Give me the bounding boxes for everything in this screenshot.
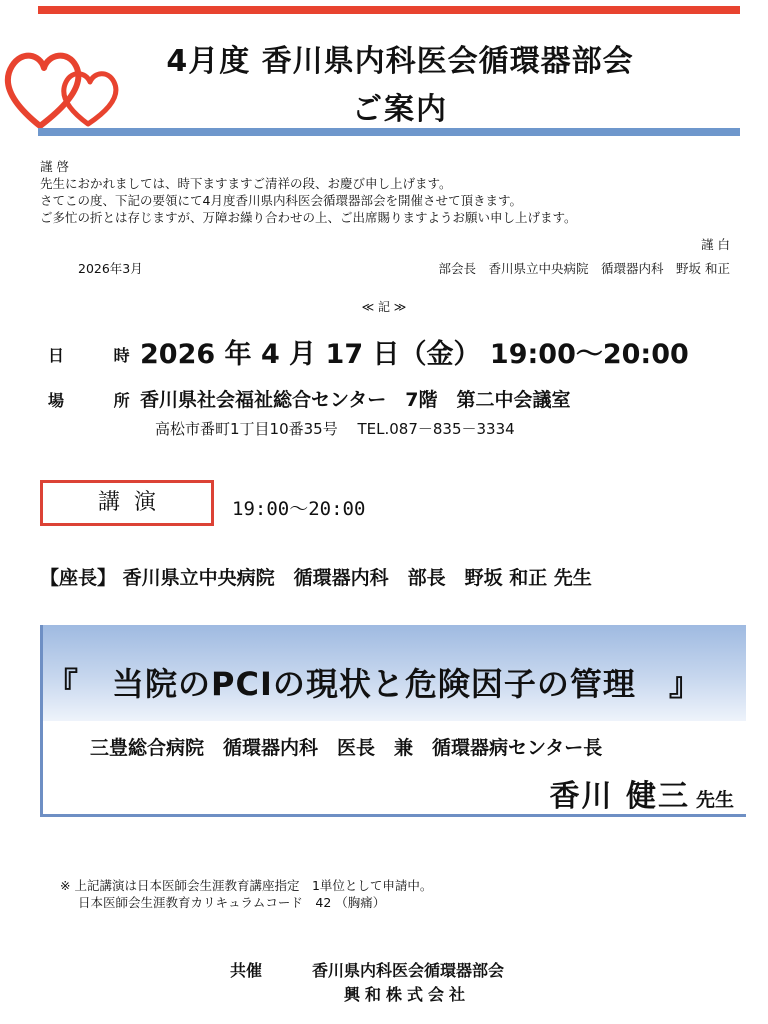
letter-opening: 謹 啓	[40, 159, 69, 174]
page-subtitle: ご案内	[352, 92, 448, 127]
lecture-label-box: 講演	[40, 480, 214, 526]
speaker-line	[550, 771, 734, 815]
bottom-blue-rule	[38, 128, 740, 136]
speaker-honorific: 先生	[695, 789, 734, 811]
lecture-time: 19:00～20:00	[232, 498, 366, 520]
cme-code-note: 日本医師会生涯教育カリキュラムコード 42 （胸痛）	[78, 895, 386, 910]
chairperson: 【座長】 香川県立中央病院 循環器内科 部長 野坂 和正 先生	[40, 567, 592, 589]
event-place: 香川県社会福祉総合センター 7階 第二中会議室	[140, 389, 571, 411]
page-title: 4月度 香川県内科医会循環器部会	[166, 44, 634, 79]
lecture-title: 『 当院のPCIの現状と危険因子の管理 』	[46, 665, 702, 703]
cohost-label: 共催	[230, 961, 263, 980]
top-red-rule	[38, 6, 740, 14]
event-address: 高松市番町1丁目10番35号 TEL.087－835－3334	[155, 420, 515, 438]
cme-note: ※ 上記講演は日本医師会生涯教育講座指定 1単位として申請中。	[60, 878, 433, 893]
panel-left-border	[40, 625, 43, 817]
date-label: 日 時	[48, 346, 152, 365]
letter-closing: 謹 白	[701, 237, 730, 252]
letter-date: 2026年3月	[78, 261, 143, 276]
cohost-org-2: 興和株式会社	[344, 985, 471, 1004]
lecture-panel	[40, 625, 746, 817]
speaker-name: 香川 健三	[549, 779, 690, 814]
cohost-org-1: 香川県内科医会循環器部会	[312, 961, 505, 980]
speaker-affiliation: 三豊総合病院 循環器内科 医長 兼 循環器病センター長	[90, 737, 603, 759]
letter-body	[40, 175, 577, 226]
letter-sender: 部会長 香川県立中央病院 循環器内科 野坂 和正	[438, 261, 730, 276]
letter-line: さてこの度、下記の要領にて4月度香川県内科医会循環器部会を開催させて頂きます。	[40, 193, 522, 208]
letter-line: 先生におかれましては、時下ますますご清祥の段、お慶び申し上げます。	[40, 176, 452, 191]
letter-line: ご多忙の折とは存じますが、万障お繰り合わせの上、ご出席賜りますようお願い申し上げます。	[40, 210, 577, 225]
place-label: 場 所	[48, 391, 152, 410]
event-datetime: 2026 年 4 月 17 日（金） 19:00～20:00	[140, 339, 689, 370]
ki-heading: ≪ 記 ≫	[361, 300, 407, 314]
